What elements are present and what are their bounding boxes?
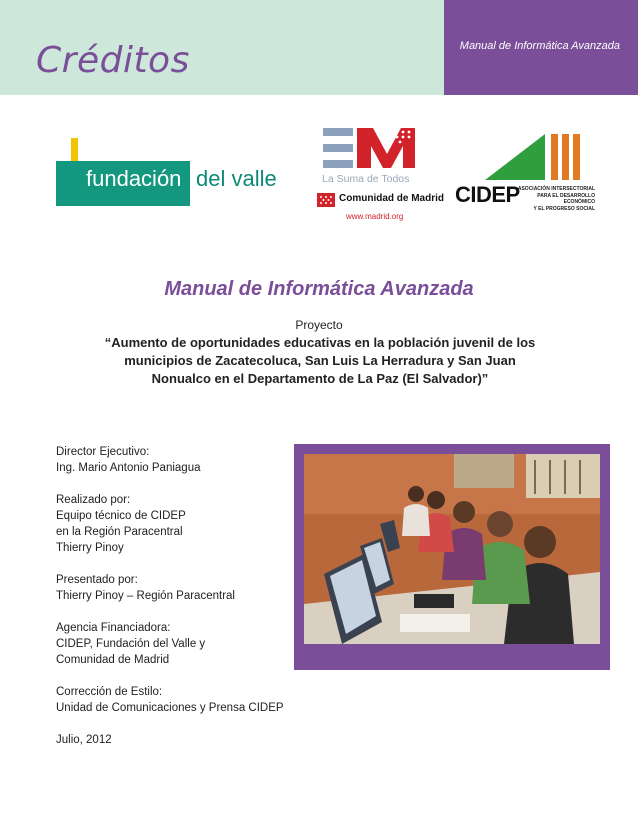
credit-heading: Agencia Financiadora:: [56, 622, 171, 634]
credit-block-director: [56, 444, 296, 476]
fundacion-del-valle-logo: [56, 138, 286, 208]
document-title: Manual de Informática Avanzada: [164, 278, 474, 300]
cidep-subtitle-line: ASOCIACIÓN INTERSECTORIAL: [517, 186, 595, 192]
madrid-flag-icon: [317, 193, 335, 207]
credit-heading: Director Ejecutivo:: [56, 446, 150, 458]
credit-block-agencia: [56, 620, 296, 668]
madrid-url: www.madrid.org: [346, 212, 404, 221]
credit-text: Unidad de Comunicaciones y Prensa CIDEP: [56, 702, 284, 714]
credit-heading: Realizado por:: [56, 494, 131, 506]
running-header: Manual de Informática Avanzada: [459, 40, 620, 52]
credit-heading: Corrección de Estilo:: [56, 686, 163, 698]
madrid-tagline: La Suma de Todos: [322, 173, 410, 185]
credit-text: Thierry Pinoy: [56, 542, 124, 554]
credit-text: Equipo técnico de CIDEP: [56, 510, 186, 522]
madrid-m-emblem: [315, 126, 430, 174]
page-title: Créditos: [36, 40, 190, 81]
cidep-logo: [455, 130, 595, 210]
credit-text: Thierry Pinoy – Región Paracentral: [56, 590, 235, 602]
credit-text: Comunidad de Madrid: [56, 654, 170, 666]
credit-text: en la Región Paracentral: [56, 526, 183, 538]
project-description: “Aumento de oportunidades educativas en la población juvenil de los municipios de Zacatecoluca, San Luis La Herradura y San Juan Nonualco en el Departamento de La Paz (El Salvador)”: [104, 335, 536, 386]
credit-block-fecha: [56, 732, 296, 748]
credit-heading: Presentado por:: [56, 574, 138, 586]
credit-block-correccion: [56, 684, 296, 716]
credit-text: Ing. Mario Antonio Paniagua: [56, 462, 201, 474]
cidep-subtitle-line: PARA EL DESARROLLO ECONÓMICO: [537, 192, 595, 205]
classroom-photo: [304, 454, 600, 644]
credit-date: Julio, 2012: [56, 734, 112, 746]
comunidad-de-madrid-logo: [315, 126, 444, 226]
logo-word-del-valle: del valle: [196, 166, 277, 191]
credit-block-presentado: [56, 572, 296, 604]
credit-text: CIDEP, Fundación del Valle y: [56, 638, 206, 650]
photo-frame: [294, 444, 610, 670]
cidep-subtitle: [505, 186, 595, 212]
credit-block-realizado: [56, 492, 296, 556]
credits-list: [56, 444, 296, 764]
madrid-name: Comunidad de Madrid: [339, 193, 444, 204]
cidep-subtitle-line: Y EL PROGRESO SOCIAL: [533, 205, 595, 212]
madrid-name-row: [317, 191, 444, 209]
project-label: Proyecto: [295, 318, 343, 332]
logo-word-fundacion: fundación: [86, 166, 182, 191]
cidep-emblem: [455, 130, 595, 182]
cidep-name: CIDEP: [455, 182, 520, 207]
